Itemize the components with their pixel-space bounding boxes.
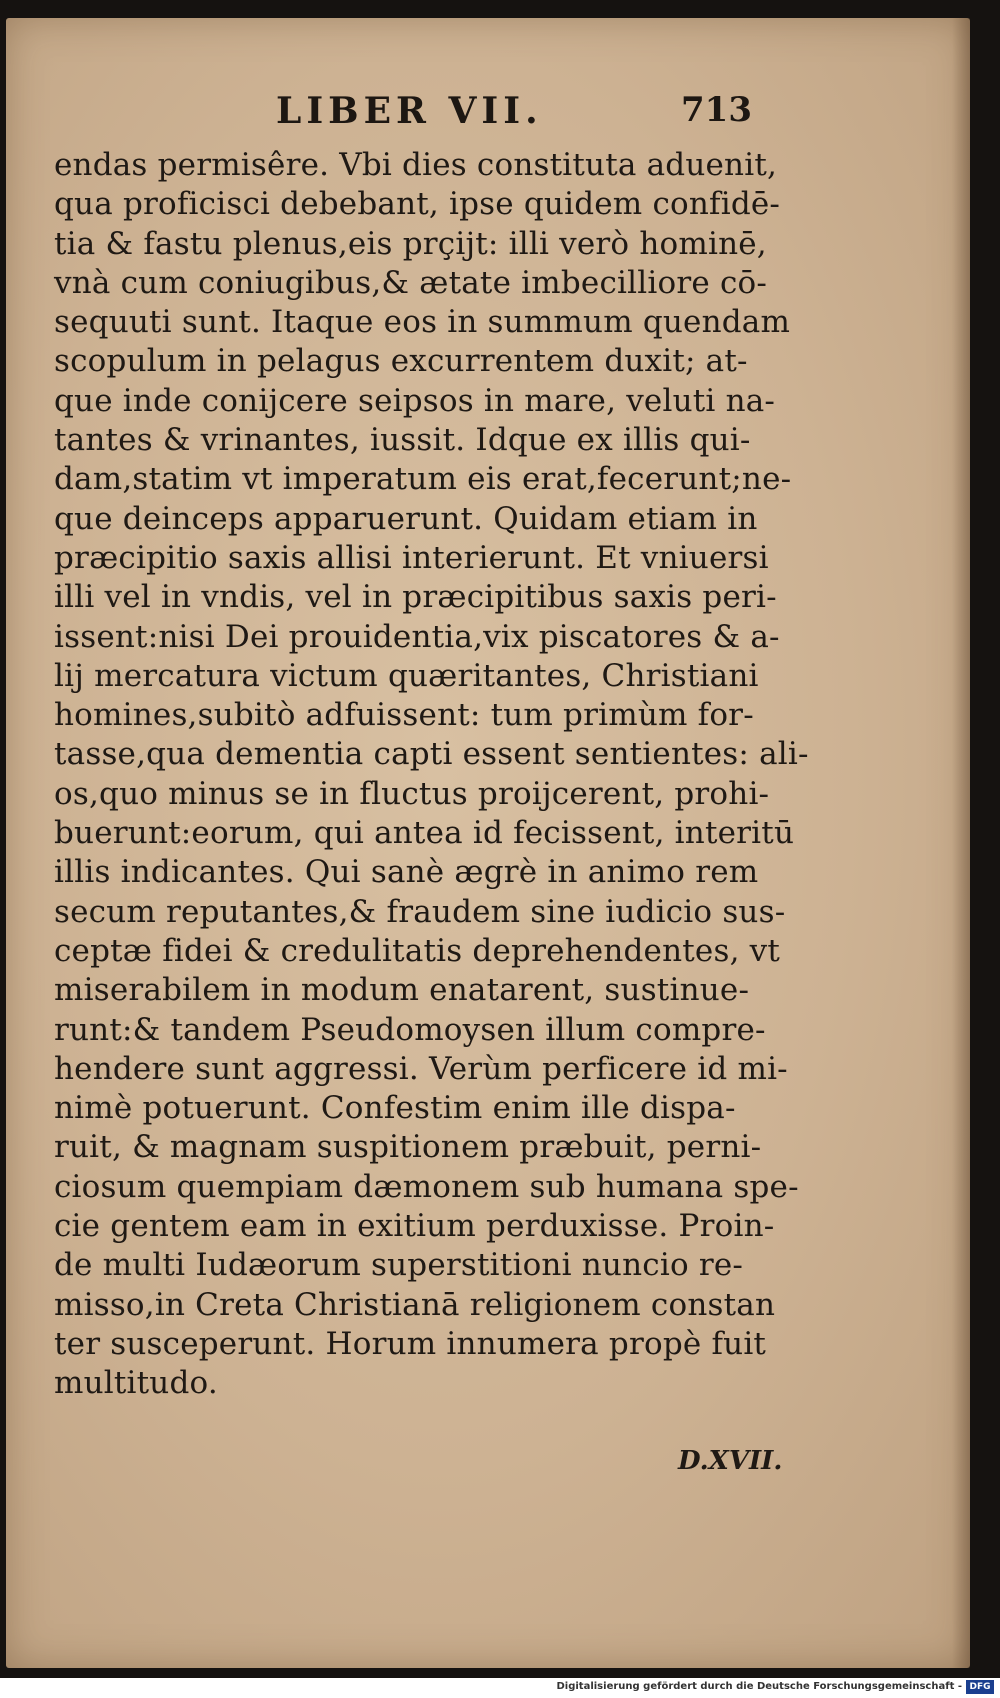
text-line: tasse,qua dementia capti essent sentientes: ali- [54, 736, 809, 773]
running-title: LIBER VII. [276, 90, 543, 132]
text-line: secum reputantes,& fraudem sine iudicio sus- [54, 893, 786, 930]
text-line: illi vel in vndis, vel in præcipitibus saxis peri- [54, 579, 777, 616]
funding-credit: Digitalisierung gefördert durch die Deutsche Forschungsgemeinschaft - [556, 1681, 962, 1692]
dfg-logo-icon: DFG [966, 1680, 994, 1694]
text-line: runt:& tandem Pseudomoysen illum compre- [54, 1011, 766, 1048]
book-page [6, 18, 970, 1668]
text-line: tia & fastu plenus,eis prçijt: illi verò hominē, [54, 225, 767, 262]
text-line: buerunt:eorum, qui antea id fecissent, interitū [54, 815, 795, 852]
text-line: dam,statim vt imperatum eis erat,fecerunt;ne- [54, 461, 792, 498]
page-edge-shadow [952, 18, 970, 1668]
footer-bar [0, 1678, 1000, 1698]
text-line: tantes & vrinantes, iussit. Idque ex illis qui- [54, 422, 751, 459]
running-head [6, 90, 970, 140]
text-line: ruit, & magnam suspitionem præbuit, perni- [54, 1129, 762, 1166]
text-line: endas permisêre. Vbi dies constituta aduenit, [54, 147, 778, 183]
text-line: miserabilem in modum enatarent, sustinue- [54, 972, 750, 1009]
text-line: issent:nisi Dei prouidentia,vix piscatores & a- [54, 618, 780, 655]
catchword: D.XVII. [678, 1446, 783, 1476]
text-line: multitudo. [54, 1365, 218, 1402]
text-line: scopulum in pelagus excurrentem duxit; at- [54, 343, 748, 380]
text-line: cie gentem eam in exitium perduxisse. Proin- [54, 1208, 775, 1245]
page-number: 713 [681, 90, 752, 130]
text-line: ter susceperunt. Horum innumera propè fuit [54, 1325, 767, 1362]
text-line: nimè potuerunt. Confestim enim ille dispa- [54, 1090, 736, 1127]
text-line: que inde conijcere seipsos in mare, veluti na- [54, 382, 776, 419]
text-line: præcipitio saxis allisi interierunt. Et vniuersi [54, 539, 769, 576]
text-line: ciosum quempiam dæmonem sub humana spe- [54, 1168, 799, 1205]
text-line: de multi Iudæorum superstitioni nuncio re- [54, 1247, 744, 1284]
text-line: lij mercatura victum quæritantes, Christiani [54, 657, 759, 694]
text-line: os,quo minus se in fluctus proijcerent, prohi- [54, 775, 770, 812]
text-line: sequuti sunt. Itaque eos in summum quendam [54, 304, 791, 341]
text-line: que deinceps apparuerunt. Quidam etiam in [54, 500, 758, 537]
text-line: illis indicantes. Qui sanè ægrè in animo rem [54, 854, 759, 891]
text-line: hendere sunt aggressi. Verùm perficere id mi- [54, 1050, 788, 1087]
text-line: homines,subitò adfuissent: tum primùm for- [54, 697, 754, 734]
body-text [54, 146, 809, 1404]
text-line: vnà cum coniugibus,& ætate imbecilliore cō- [54, 264, 768, 301]
text-line: qua proficisci debebant, ipse quidem confidē- [54, 186, 781, 223]
text-line: ceptæ fidei & credulitatis deprehendentes, vt [54, 932, 781, 969]
text-line: misso,in Creta Christianā religionem constan [54, 1286, 776, 1323]
